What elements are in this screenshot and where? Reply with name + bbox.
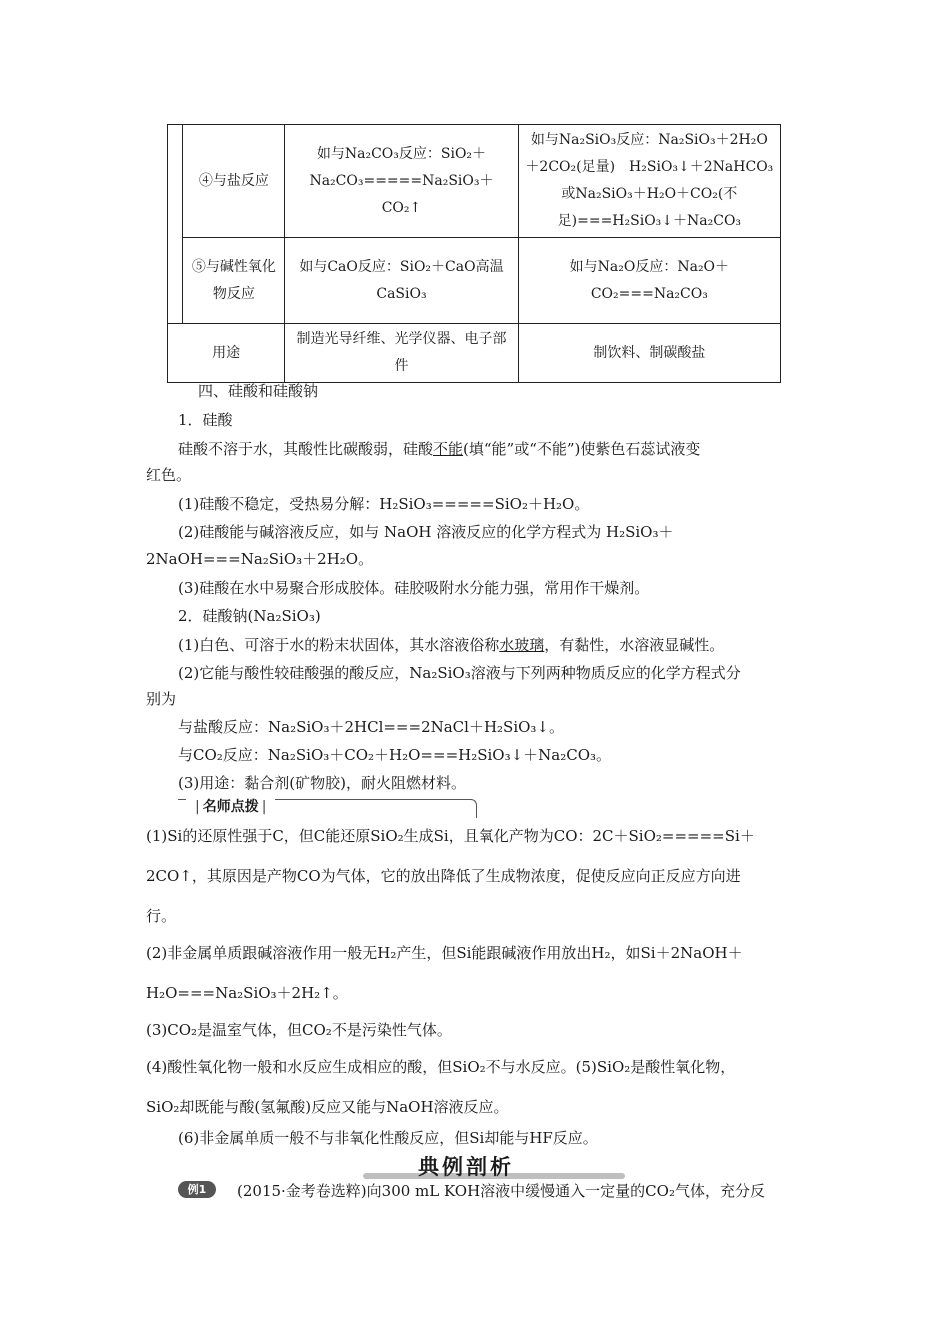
co2-cell: 如与Na₂O反应：Na₂O＋CO₂===Na₂CO₃ <box>518 238 780 324</box>
list-item: (3)硅酸在水中易聚合形成胶体。硅胶吸附水分能力强，常用作干燥剂。 <box>178 579 650 597</box>
co2-cell: 制饮料、制碳酸盐 <box>518 324 780 383</box>
row-label: ④与盐反应 <box>183 125 285 238</box>
sio2-cell: 如与CaO反应：SiO₂＋CaO高温CaSiO₃ <box>285 238 518 324</box>
sio2-cell: 制造光导纤维、光学仪器、电子部件 <box>285 324 518 383</box>
tip-line: SiO₂却既能与酸(氢氟酸)反应又能与NaOH溶液反应。 <box>146 1098 509 1116</box>
text-segment: 硅酸不溶于水，其酸性比碳酸弱，硅酸 <box>178 440 434 458</box>
text-segment: (填“能”或“不能”)使紫色石蕊试液变 <box>463 440 701 458</box>
section-heading: 四、硅酸和硅酸钠 <box>198 382 319 400</box>
example-badge: 例1 <box>178 1181 216 1198</box>
table-row <box>168 125 781 238</box>
tip-line: 行。 <box>146 907 177 925</box>
list-item: 2NaOH===Na₂SiO₃＋2H₂O。 <box>146 550 374 568</box>
tip-line: (6)非金属单质一般不与非氧化性酸反应，但Si却能与HF反应。 <box>178 1129 598 1147</box>
answer-underline: 不能 <box>433 440 464 458</box>
co2-cell: 如与Na₂SiO₃反应：Na₂SiO₃＋2H₂O＋2CO₂(足量) H₂SiO₃↓＋2NaHCO₃或Na₂SiO₃＋H₂O＋CO₂(不足)===H₂SiO₃↓＋Na₂CO₃ <box>518 125 780 238</box>
paragraph-line <box>178 439 700 459</box>
list-item: (1)硅酸不稳定，受热易分解：H₂SiO₃=====SiO₂＋H₂O。 <box>178 495 590 513</box>
answer-underline: 水玻璃 <box>499 636 545 654</box>
text-segment: (1)白色、可溶于水的粉末状固体，其水溶液俗称 <box>178 636 500 654</box>
list-item: (2)硅酸能与碱溶液反应，如与 NaOH 溶液反应的化学方程式为 H₂SiO₃＋ <box>178 523 674 541</box>
example-section-title: 典例剖析 <box>418 1155 514 1179</box>
list-item: (2)它能与酸性较硅酸强的酸反应，Na₂SiO₃溶液与下列两种物质反应的化学方程式分 <box>178 664 741 682</box>
tip-line: H₂O===Na₂SiO₃＋2H₂↑。 <box>146 984 348 1002</box>
tip-line: (3)CO₂是温室气体，但CO₂不是污染性气体。 <box>146 1021 452 1039</box>
row-label: 用途 <box>168 324 285 383</box>
table-row <box>168 238 781 324</box>
subheading: 2．硅酸钠(Na₂SiO₃) <box>178 607 321 625</box>
table-row <box>168 324 781 383</box>
list-item <box>178 635 724 655</box>
list-item: (3)用途：黏合剂(矿物胶)，耐火阻燃材料。 <box>178 774 466 792</box>
tip-line: (4)酸性氧化物一般和水反应生成相应的酸，但SiO₂不与水反应。(5)SiO₂是酸性氧化物， <box>146 1058 736 1076</box>
sio2-cell: 如与Na₂CO₃反应：SiO₂＋Na₂CO₃=====Na₂SiO₃＋CO₂↑ <box>285 125 518 238</box>
tip-line: (1)Si的还原性强于C，但C能还原SiO₂生成Si，且氧化产物为CO：2C＋SiO₂=====Si＋ <box>146 827 755 845</box>
equation-line: 与盐酸反应：Na₂SiO₃＋2HCl===2NaCl＋H₂SiO₃↓。 <box>178 718 565 736</box>
subheading: 1．硅酸 <box>178 411 233 429</box>
row-label: ⑤与碱性氧化物反应 <box>183 238 285 324</box>
example-text: (2015·金考卷选粹)向300 mL KOH溶液中缓慢通入一定量的CO₂气体，充分反 <box>237 1182 765 1200</box>
text-segment: ，有黏性，水溶液显碱性。 <box>544 636 725 654</box>
tip-line: 2CO↑，其原因是产物CO为气体，它的放出降低了生成物浓度，促使反应向正反应方向进 <box>146 867 741 885</box>
table-blank-cell <box>168 125 183 324</box>
tip-line: (2)非金属单质跟碱溶液作用一般无H₂产生，但Si能跟碱液作用放出H₂，如Si＋2NaOH＋ <box>146 944 743 962</box>
equation-line: 与CO₂反应：Na₂SiO₃＋CO₂＋H₂O===H₂SiO₃↓＋Na₂CO₃。 <box>178 746 612 764</box>
paragraph-line: 红色。 <box>146 466 192 484</box>
list-item: 别为 <box>146 690 177 708</box>
properties-table <box>167 124 781 383</box>
tips-label: | 名师点拨 | <box>186 796 275 816</box>
